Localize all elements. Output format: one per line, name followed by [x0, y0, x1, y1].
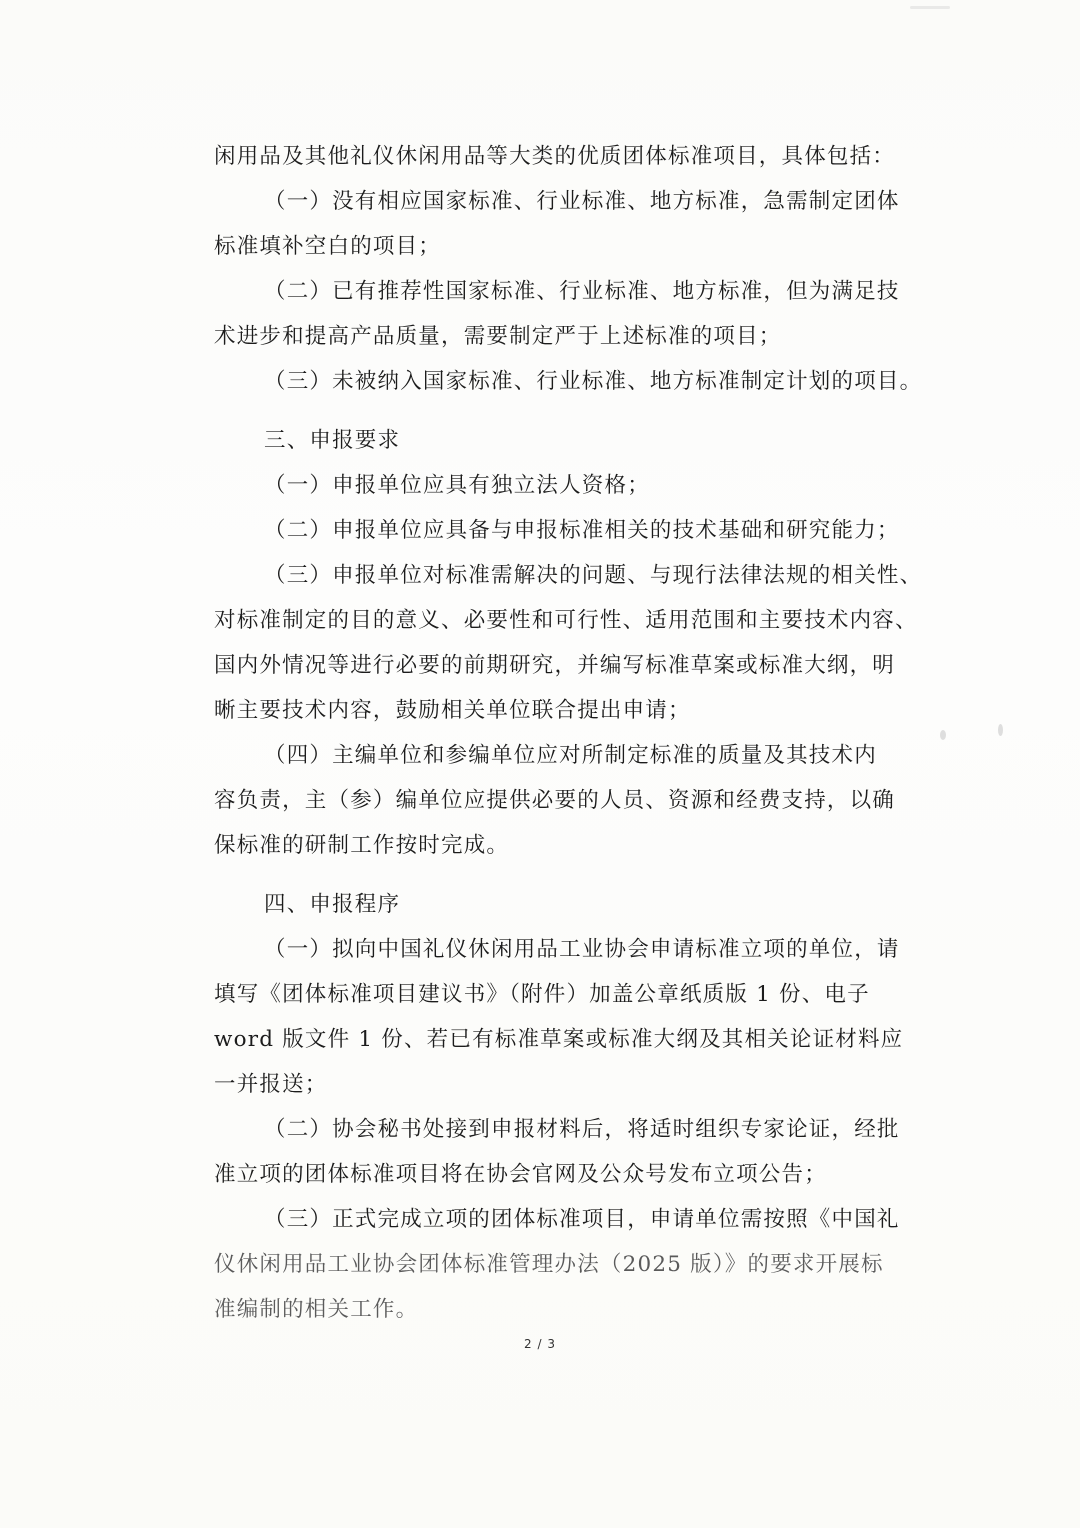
list-item-line: （二）协会秘书处接到申报材料后，将适时组织专家论证，经批	[264, 1117, 900, 1142]
page-number: 2 / 3	[524, 1337, 556, 1351]
body-line: 国内外情况等进行必要的前期研究，并编写标准草案或标准大纲，明	[214, 653, 896, 678]
scan-speck	[940, 730, 946, 740]
list-item-line: （三）未被纳入国家标准、行业标准、地方标准制定计划的项目。	[264, 369, 923, 394]
section-heading: 四、申报程序	[264, 892, 401, 917]
body-line: 一并报送；	[214, 1072, 328, 1097]
body-line: 仪休闲用品工业协会团体标准管理办法（2025 版）》的要求开展标	[214, 1252, 884, 1277]
list-item-line: （三）正式完成立项的团体标准项目，申请单位需按照《中国礼	[264, 1207, 900, 1232]
list-item-line: （四）主编单位和参编单位应对所制定标准的质量及其技术内	[264, 743, 877, 768]
body-line: word 版文件 1 份、若已有标准草案或标准大纲及其相关论证材料应	[214, 1027, 904, 1052]
body-line: 标准填补空白的项目；	[214, 234, 442, 259]
section-heading: 三、申报要求	[264, 428, 401, 453]
scan-speck	[998, 724, 1003, 736]
list-item-line: （二）申报单位应具备与申报标准相关的技术基础和研究能力；	[264, 518, 900, 543]
list-item-line: （二）已有推荐性国家标准、行业标准、地方标准，但为满足技	[264, 279, 900, 304]
document-body	[214, 134, 923, 1332]
body-line: 填写《团体标准项目建议书》（附件）加盖公章纸质版 1 份、电子	[214, 982, 870, 1007]
list-item-line: （一）拟向中国礼仪休闲用品工业协会申请标准立项的单位，请	[264, 937, 900, 962]
body-line: 保标准的研制工作按时完成。	[214, 833, 510, 858]
scan-speck	[910, 6, 950, 9]
body-line: 闲用品及其他礼仪休闲用品等大类的优质团体标准项目，具体包括：	[214, 144, 896, 169]
body-line: 准编制的相关工作。	[214, 1297, 419, 1322]
list-item-line: （一）没有相应国家标准、行业标准、地方标准，急需制定团体	[264, 189, 900, 214]
body-line: 容负责，主（参）编单位应提供必要的人员、资源和经费支持，以确	[214, 788, 896, 813]
body-line: 术进步和提高产品质量，需要制定严于上述标准的项目；	[214, 324, 782, 349]
body-line: 晰主要技术内容，鼓励相关单位联合提出申请；	[214, 698, 691, 723]
list-item-line: （三）申报单位对标准需解决的问题、与现行法律法规的相关性、	[264, 563, 923, 588]
body-line: 准立项的团体标准项目将在协会官网及公众号发布立项公告；	[214, 1162, 827, 1187]
body-line: 对标准制定的目的意义、必要性和可行性、适用范围和主要技术内容、	[214, 608, 918, 633]
list-item-line: （一）申报单位应具有独立法人资格；	[264, 473, 650, 498]
